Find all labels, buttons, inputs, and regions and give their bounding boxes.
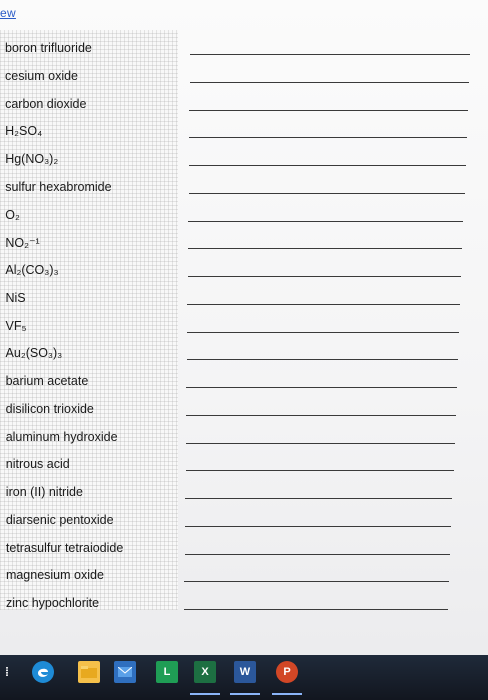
question-row bbox=[0, 370, 488, 396]
question-row bbox=[0, 426, 488, 452]
excel-icon[interactable]: X bbox=[194, 661, 216, 683]
question-row bbox=[0, 93, 488, 119]
question-row bbox=[0, 148, 488, 174]
answer-line[interactable] bbox=[186, 470, 454, 471]
compound-label: cesium oxide bbox=[5, 68, 78, 83]
question-row bbox=[0, 564, 488, 590]
answer-line[interactable] bbox=[184, 609, 448, 610]
taskbar bbox=[0, 655, 488, 700]
edge-icon[interactable] bbox=[32, 661, 54, 683]
start-icon[interactable]: ⁞ bbox=[5, 665, 9, 679]
compound-label: Au₂(SO₃)₃ bbox=[5, 346, 63, 361]
file-explorer-icon[interactable] bbox=[78, 661, 100, 683]
answer-line[interactable] bbox=[188, 276, 462, 277]
compound-label: nitrous acid bbox=[5, 457, 70, 472]
compound-label: NiS bbox=[5, 290, 26, 305]
answer-line[interactable] bbox=[187, 304, 460, 305]
question-row bbox=[0, 231, 488, 257]
word-active-indicator bbox=[230, 693, 260, 695]
answer-line[interactable] bbox=[190, 82, 469, 83]
answer-line[interactable] bbox=[186, 415, 456, 416]
compound-label: boron trifluoride bbox=[5, 41, 92, 55]
excel-active-indicator bbox=[190, 693, 220, 695]
answer-line[interactable] bbox=[185, 498, 452, 499]
answer-line[interactable] bbox=[185, 526, 451, 527]
answer-line[interactable] bbox=[190, 54, 470, 55]
compound-label: sulfur hexabromide bbox=[5, 179, 112, 194]
answer-line[interactable] bbox=[188, 248, 462, 249]
compound-label: iron (II) nitride bbox=[5, 485, 83, 499]
answer-line[interactable] bbox=[189, 137, 467, 138]
answer-line[interactable] bbox=[188, 221, 463, 222]
question-row bbox=[0, 342, 488, 368]
lync-icon[interactable]: L bbox=[156, 661, 178, 683]
question-row bbox=[0, 537, 488, 563]
answer-line[interactable] bbox=[189, 193, 465, 194]
question-row bbox=[0, 176, 488, 202]
question-row bbox=[0, 65, 488, 91]
answer-line[interactable] bbox=[186, 443, 455, 444]
compound-label: carbon dioxide bbox=[5, 96, 87, 111]
top-strip bbox=[0, 0, 488, 30]
mail-icon[interactable] bbox=[114, 661, 136, 683]
header-fragment: ew bbox=[0, 6, 16, 20]
answer-line[interactable] bbox=[189, 110, 467, 111]
answer-line[interactable] bbox=[186, 387, 456, 388]
compound-label: tetrasulfur tetraiodide bbox=[5, 540, 124, 555]
compound-label: H₂SO₄ bbox=[5, 124, 43, 139]
compound-label: disilicon trioxide bbox=[5, 401, 94, 416]
compound-label: Al₂(CO₃)₃ bbox=[5, 263, 59, 277]
answer-line[interactable] bbox=[187, 359, 458, 360]
compound-label: diarsenic pentoxide bbox=[5, 512, 114, 527]
word-icon[interactable]: W bbox=[234, 661, 256, 683]
compound-label: zinc hypochlorite bbox=[6, 596, 100, 610]
powerpoint-active-indicator bbox=[272, 693, 302, 695]
compound-label: magnesium oxide bbox=[5, 568, 104, 583]
powerpoint-icon[interactable]: P bbox=[276, 661, 298, 683]
question-row bbox=[0, 287, 488, 313]
compound-label: barium acetate bbox=[5, 374, 89, 388]
question-row bbox=[0, 398, 488, 424]
question-row bbox=[0, 592, 488, 618]
question-row bbox=[0, 453, 488, 479]
question-row bbox=[0, 120, 488, 146]
answer-line[interactable] bbox=[185, 554, 451, 555]
compound-label: NO₂⁻¹ bbox=[5, 236, 40, 251]
question-row bbox=[0, 259, 488, 285]
question-row bbox=[0, 481, 488, 507]
answer-line[interactable] bbox=[189, 165, 466, 166]
compound-label: aluminum hydroxide bbox=[5, 429, 118, 444]
compound-label: Hg(NO₃)₂ bbox=[5, 152, 59, 166]
answer-line[interactable] bbox=[187, 332, 459, 333]
question-row bbox=[0, 204, 488, 230]
question-row bbox=[0, 315, 488, 341]
question-row bbox=[0, 509, 488, 535]
question-row bbox=[0, 37, 488, 63]
answer-line[interactable] bbox=[184, 581, 449, 582]
compound-label: VF₅ bbox=[5, 318, 27, 333]
compound-label: O₂ bbox=[5, 207, 20, 222]
